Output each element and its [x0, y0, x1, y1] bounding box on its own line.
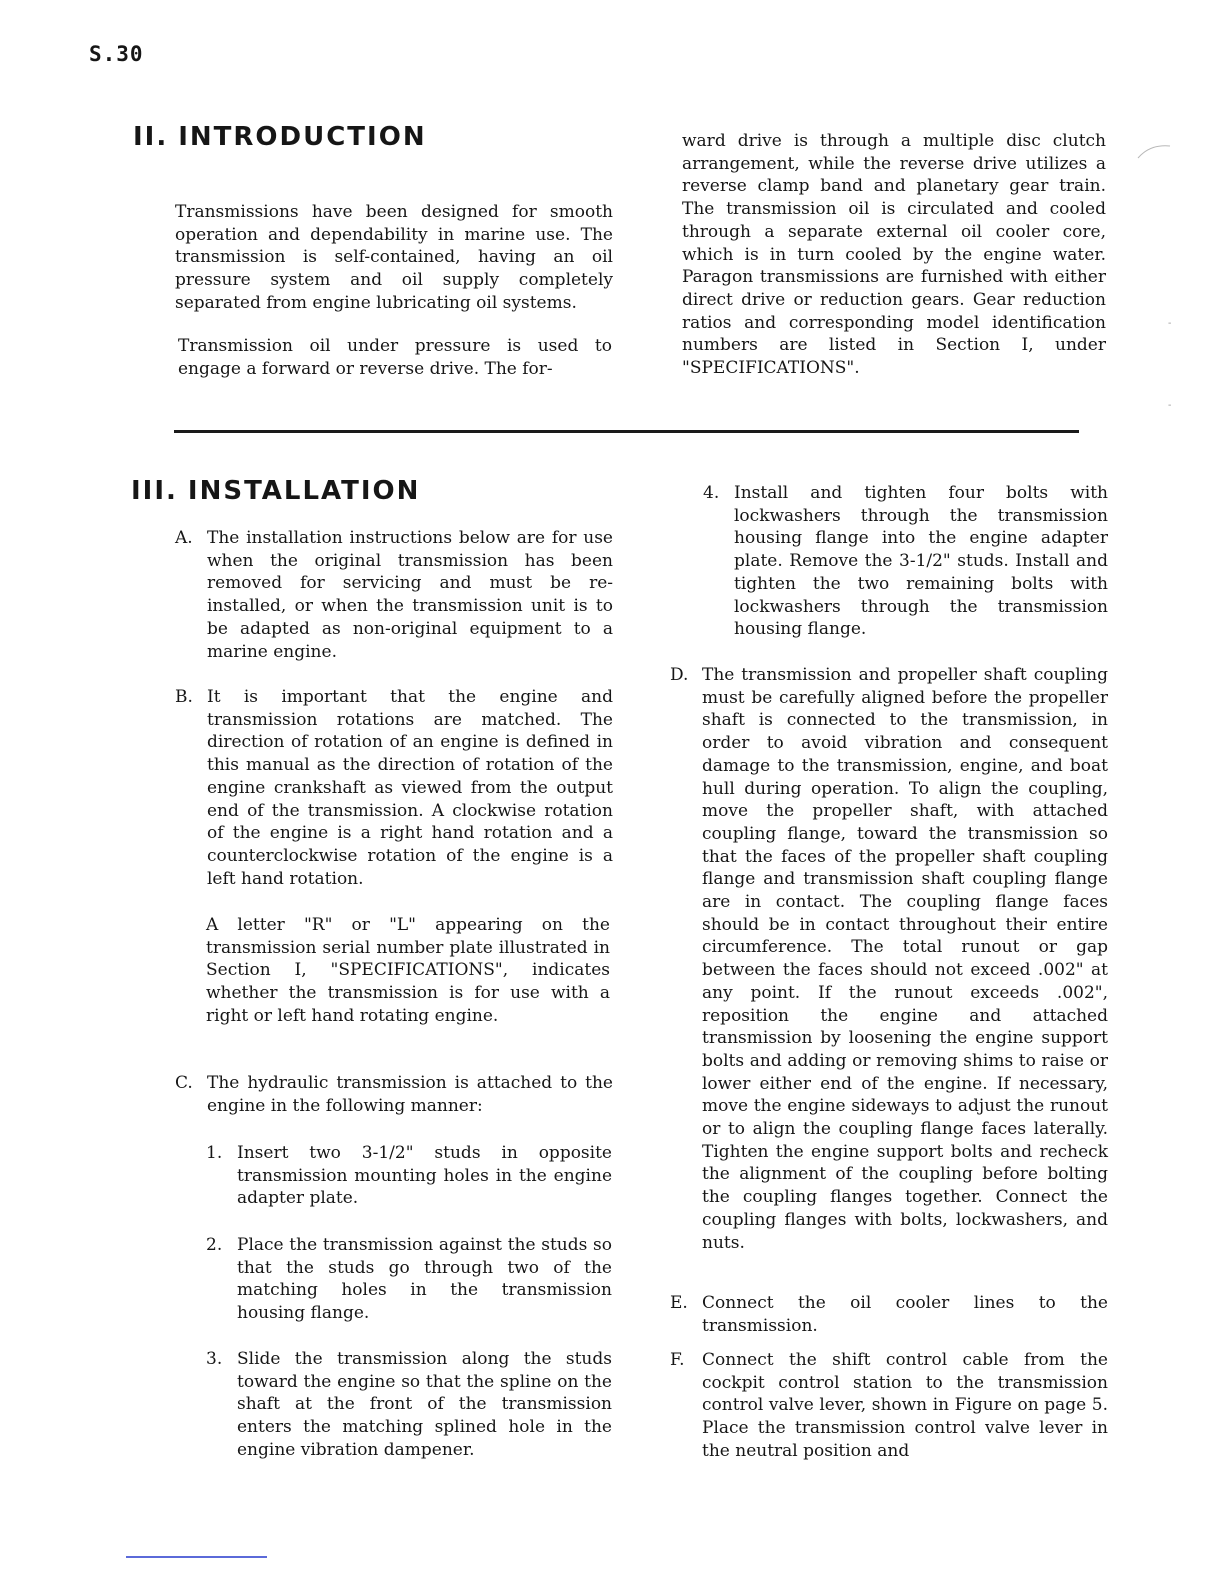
section-divider — [174, 430, 1079, 433]
installation-item-c — [175, 1072, 613, 1117]
install-step-2 — [206, 1234, 612, 1325]
step-2-label: 2. — [206, 1235, 223, 1255]
item-b-label: B. — [175, 687, 193, 707]
item-c-text: The hydraulic transmission is attached to the engine in the following manner: — [207, 1073, 613, 1116]
installation-item-b — [175, 686, 613, 890]
scan-speck: - — [1168, 318, 1172, 329]
installation-item-e — [670, 1292, 1108, 1337]
step-2-text: Place the transmission against the studs so that the studs go through two of the matching holes in the transmission housing flange. — [237, 1235, 612, 1324]
page-number: S.30 — [89, 42, 144, 66]
item-a-label: A. — [175, 528, 193, 548]
item-d-label: D. — [670, 665, 689, 685]
item-d-text: The transmission and propeller shaft coupling must be carefully aligned before the propeller shaft is connected to the transmission, in order to avoid vibration and consequent damage to the transmission, engine, and boat hull during operation. To align the coupling, move the propeller shaft, with attached coupling flange, toward the transmission so that the faces of the propeller shaft coupling flange and transmission shaft coupling flange are in contact. The coupling flange faces should be in contact throughout their entire circumference. The total runout or gap between the faces should not exceed .002" at any point. If the runout exceeds .002", reposition the engine and attached transmission by loosening the engine support bolts and adding or removing shims to raise or lower either end of the engine. If necessary, move the engine sideways to adjust the runout or to align the coupling flange faces laterally. Tighten the engine support bolts and recheck the alignment of the coupling before bolting the coupling flanges together. Connect the coupling flanges with bolts, lockwashers, and nuts. — [702, 665, 1108, 1253]
installation-item-f — [670, 1349, 1108, 1463]
item-e-label: E. — [670, 1293, 688, 1313]
installation-item-d — [670, 664, 1108, 1254]
installation-item-a — [175, 527, 613, 663]
step-4-text: Install and tighten four bolts with lockwashers through the transmission housing flange into the engine adapter plate. Remove the 3-1/2" studs. Install and tighten the two remaining bolts with lockwashers through the transmission housing flange. — [734, 483, 1108, 640]
step-1-text: Insert two 3-1/2" studs in opposite transmission mounting holes in the engine adapter plate. — [237, 1143, 612, 1209]
item-c-label: C. — [175, 1073, 193, 1093]
installation-heading — [131, 476, 420, 506]
step-3-text: Slide the transmission along the studs toward the engine so that the spline on the shaft at the front of the transmission enters the matching splined hole in the engine vibration dampener. — [237, 1349, 612, 1460]
scan-speck: - — [1168, 400, 1172, 411]
installation-heading-number: III. — [131, 476, 178, 506]
item-f-text: Connect the shift control cable from the cockpit control station to the transmission control valve lever, shown in Figure on page 5. Place the transmission control valve lever in the neutral position and — [702, 1350, 1108, 1461]
introduction-paragraph-2: Transmission oil under pressure is used to engage a forward or reverse drive. The for- — [178, 336, 612, 379]
item-b-text: It is important that the engine and transmission rotations are matched. The direction of rotation of an engine is defined in this manual as the direction of rotation of the engine crankshaft as viewed from the output end of the transmission. A clockwise rotation of the engine is a right hand rotation and a counterclockwise rotation of the engine is a left hand rotation. — [207, 687, 613, 889]
item-e-text: Connect the oil cooler lines to the transmission. — [702, 1293, 1108, 1336]
introduction-paragraph-3: ward drive is through a multiple disc clutch arrangement, while the reverse drive utilizes a reverse clamp band and planetary gear train. The transmission oil is circulated and cooled through a separate external oil cooler core, which is in turn cooled by the engine water. Paragon transmissions are furnished with either direct drive or reduction gears. Gear reduction ratios and corresponding model identification numbers are listed in Section I, under "SPECIFICATIONS". — [682, 131, 1106, 379]
footer-line — [126, 1556, 267, 1558]
install-step-1 — [206, 1142, 612, 1210]
introduction-heading-title: INTRODUCTION — [178, 122, 427, 152]
install-step-3 — [206, 1348, 612, 1462]
item-b-text-2: A letter "R" or "L" appearing on the transmission serial number plate illustrated in Section I, "SPECIFICATIONS", indicates whether the transmission is for use with a right or left hand rotating engine. — [206, 915, 610, 1026]
step-4-label: 4. — [703, 483, 720, 503]
step-1-label: 1. — [206, 1143, 223, 1163]
introduction-heading — [133, 122, 427, 152]
item-a-text: The installation instructions below are for use when the original transmission has been removed for servicing and must be re-installed, or when the transmission unit is to be adapted as non-original equipment to a marine engine. — [207, 528, 613, 662]
install-step-4 — [703, 482, 1108, 641]
item-f-label: F. — [670, 1350, 685, 1370]
installation-heading-title: INSTALLATION — [187, 476, 421, 506]
scan-mark-curve — [1136, 140, 1176, 164]
introduction-heading-number: II. — [133, 122, 169, 152]
introduction-paragraph-1: Transmissions have been designed for smooth operation and dependability in marine use. The transmission is self-contained, having an oil pressure system and oil supply completely separated from engine lubricating oil systems. — [175, 202, 613, 313]
step-3-label: 3. — [206, 1349, 223, 1369]
